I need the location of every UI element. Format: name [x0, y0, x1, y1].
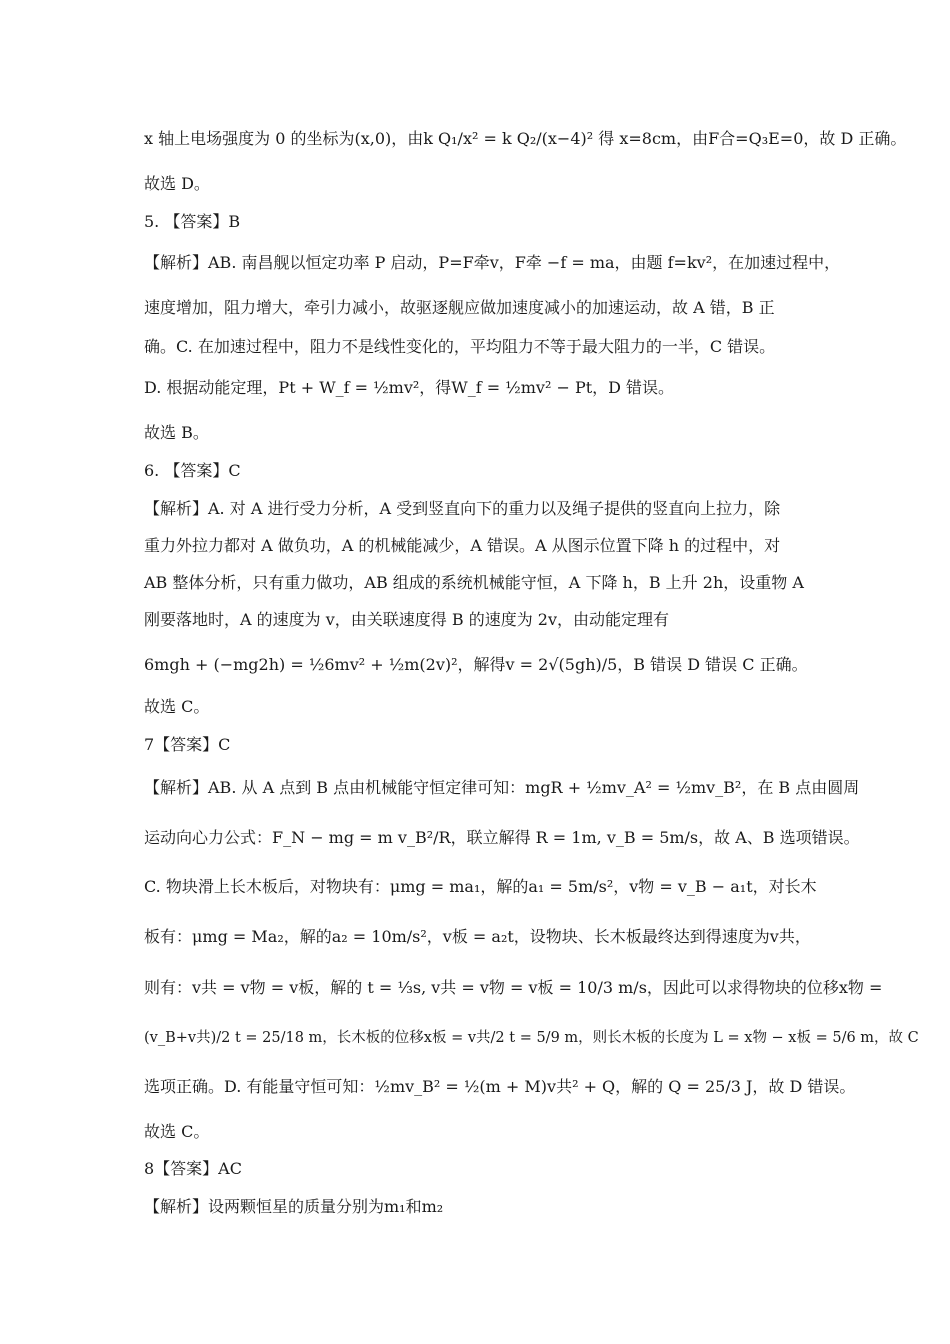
text-line: 故选 D。	[144, 174, 210, 193]
text-line: x 轴上电场强度为 0 的坐标为(x,0)，由k Q₁/x² = k Q₂/(x−4)² 得 x=8cm，由F合=Q₃E=0，故 D 正确。	[144, 129, 907, 148]
text-line: 重力外拉力都对 A 做负功，A 的机械能减少，A 错误。A 从图示位置下降 h 的过程中，对	[144, 536, 781, 555]
text-line: D. 根据动能定理，Pt + W_f = ½mv²，得W_f = ½mv² − Pt，D 错误。	[144, 378, 675, 397]
text-line: 则有：v共 = v物 = v板，解的 t = ⅓s, v共 = v物 = v板 = 10/3 m/s，因此可以求得物块的位移x物 =	[144, 978, 883, 997]
text-line: 速度增加，阻力增大，牵引力减小，故驱逐舰应做加速度减小的加速运动，故 A 错，B 正	[144, 298, 775, 317]
text-line: 6mgh + (−mg2h) = ½6mv² + ½m(2v)²，解得v = 2√(5gh)/5，B 错误 D 错误 C 正确。	[144, 655, 808, 674]
text-line: 【解析】A. 对 A 进行受力分析，A 受到竖直向下的重力以及绳子提供的竖直向上拉力，除	[144, 499, 781, 518]
text-line: 8【答案】AC	[144, 1159, 242, 1178]
text-line: 【解析】设两颗恒星的质量分别为m₁和m₂	[144, 1197, 444, 1216]
text-line: 故选 B。	[144, 423, 209, 442]
text-line: 刚要落地时，A 的速度为 v，由关联速度得 B 的速度为 2v，由动能定理有	[144, 610, 670, 629]
text-line: C. 物块滑上长木板后，对物块有：μmg = ma₁，解的a₁ = 5m/s²，v物 = v_B − a₁t，对长木	[144, 877, 817, 896]
text-line: 6. 【答案】C	[144, 461, 241, 480]
text-line: 故选 C。	[144, 1122, 210, 1141]
text-line: 选项正确。D. 有能量守恒可知：½mv_B² = ½(m + M)v共² + Q，解的 Q = 25/3 J，故 D 错误。	[144, 1077, 856, 1096]
text-line: 7【答案】C	[144, 735, 231, 754]
text-line: 故选 C。	[144, 697, 210, 716]
text-line: 确。C. 在加速过程中，阻力不是线性变化的，平均阻力不等于最大阻力的一半，C 错误。	[144, 337, 776, 356]
text-line: 5. 【答案】B	[144, 212, 241, 231]
text-line: (v_B+v共)/2 t = 25/18 m，长木板的位移x板 = v共/2 t = 5/9 m，则长木板的长度为 L = x物 − x板 = 5/6 m，故 C	[144, 1030, 919, 1046]
text-line: 【解析】AB. 从 A 点到 B 点由机械能守恒定律可知：mgR + ½mv_A² = ½mv_B²，在 B 点由圆周	[144, 778, 860, 797]
text-line: 运动向心力公式：F_N − mg = m v_B²/R，联立解得 R = 1m, v_B = 5m/s，故 A、B 选项错误。	[144, 828, 860, 847]
text-line: AB 整体分析，只有重力做功，AB 组成的系统机械能守恒，A 下降 h，B 上升 2h，设重物 A	[144, 573, 804, 592]
text-line: 【解析】AB. 南昌舰以恒定功率 P 启动，P=F牵v，F牵 −f = ma，由题 f=kv²，在加速过程中，	[144, 253, 841, 272]
text-line: 板有：μmg = Ma₂，解的a₂ = 10m/s²，v板 = a₂t，设物块、长木板最终达到得速度为v共，	[144, 927, 811, 946]
